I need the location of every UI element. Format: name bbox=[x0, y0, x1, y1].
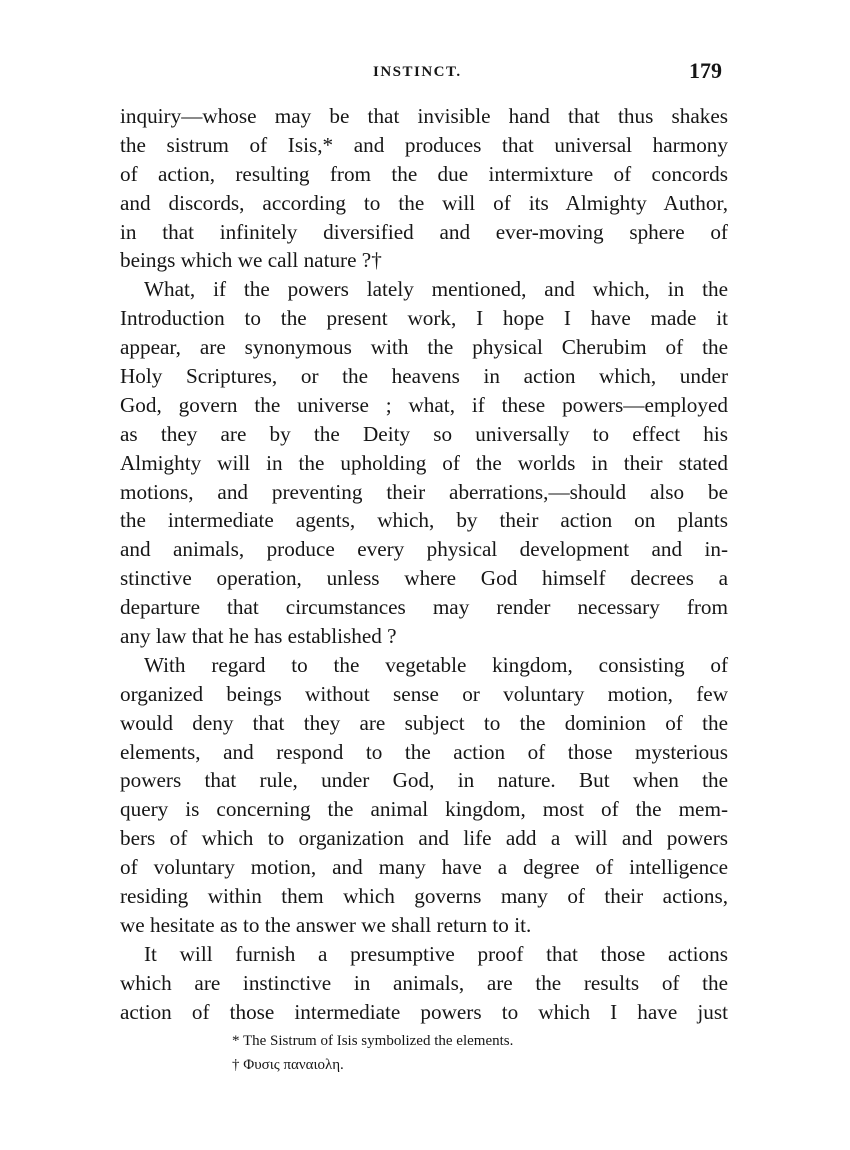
running-head bbox=[120, 58, 728, 98]
text-line: the intermediate agents, which, by their action on plants bbox=[120, 508, 728, 533]
text-line: of voluntary motion, and many have a degree of intelligence bbox=[120, 855, 728, 880]
footnote: † Φυσις παναιολη. bbox=[232, 1056, 344, 1073]
text-line: beings which we call nature ?† bbox=[120, 248, 382, 273]
text-line: Introduction to the present work, I hope I have made it bbox=[120, 306, 728, 331]
text-line: action of those intermediate powers to which I have just bbox=[120, 999, 728, 1024]
text-line: Holy Scriptures, or the heavens in action which, under bbox=[120, 364, 728, 389]
text-line: we hesitate as to the answer we shall return to it. bbox=[120, 912, 532, 937]
text-line: and animals, produce every physical development and in- bbox=[120, 537, 728, 562]
text-line: and discords, according to the will of its Almighty Author, bbox=[120, 190, 728, 215]
text-line: would deny that they are subject to the dominion of the bbox=[120, 710, 728, 735]
text-line: bers of which to organization and life add a will and powers bbox=[120, 826, 728, 851]
text-line: query is concerning the animal kingdom, most of the mem- bbox=[120, 797, 728, 822]
body-text bbox=[120, 102, 728, 1027]
text-line: which are instinctive in animals, are the results of the bbox=[120, 970, 728, 995]
text-line: in that infinitely diversified and ever-moving sphere of bbox=[120, 219, 728, 244]
text-line: any law that he has established ? bbox=[120, 624, 397, 649]
text-line: powers that rule, under God, in nature. But when the bbox=[120, 768, 728, 793]
text-line: motions, and preventing their aberrations,—should also be bbox=[120, 479, 728, 504]
text-line: the sistrum of Isis,* and produces that universal harmony bbox=[120, 132, 728, 157]
paragraph-start: What, if the powers lately mentioned, and which, in the bbox=[144, 277, 728, 302]
paragraph-start: With regard to the vegetable kingdom, consisting of bbox=[144, 652, 728, 677]
text-line: organized beings without sense or voluntary motion, few bbox=[120, 681, 728, 706]
text-line: inquiry—whose may be that invisible hand that thus shakes bbox=[120, 104, 728, 128]
footnote: * The Sistrum of Isis symbolized the elements. bbox=[232, 1032, 514, 1049]
paragraph-start: It will furnish a presumptive proof that those actions bbox=[144, 941, 728, 966]
footnotes bbox=[120, 1029, 728, 1077]
page-number: 179 bbox=[689, 58, 722, 83]
text-line: God, govern the universe ; what, if these powers—employed bbox=[120, 392, 728, 417]
text-line: of action, resulting from the due intermixture of concords bbox=[120, 161, 728, 186]
text-line: stinctive operation, unless where God himself decrees a bbox=[120, 566, 728, 591]
text-line: as they are by the Deity so universally to effect his bbox=[120, 421, 728, 446]
text-line: residing within them which governs many of their actions, bbox=[120, 884, 728, 909]
text-line: departure that circumstances may render necessary from bbox=[120, 595, 728, 620]
running-title: INSTINCT. bbox=[373, 64, 462, 80]
text-line: elements, and respond to the action of those mysterious bbox=[120, 739, 728, 764]
text-line: appear, are synonymous with the physical Cherubim of the bbox=[120, 335, 728, 360]
book-page bbox=[120, 58, 728, 1077]
text-line: Almighty will in the upholding of the worlds in their stated bbox=[120, 450, 728, 475]
